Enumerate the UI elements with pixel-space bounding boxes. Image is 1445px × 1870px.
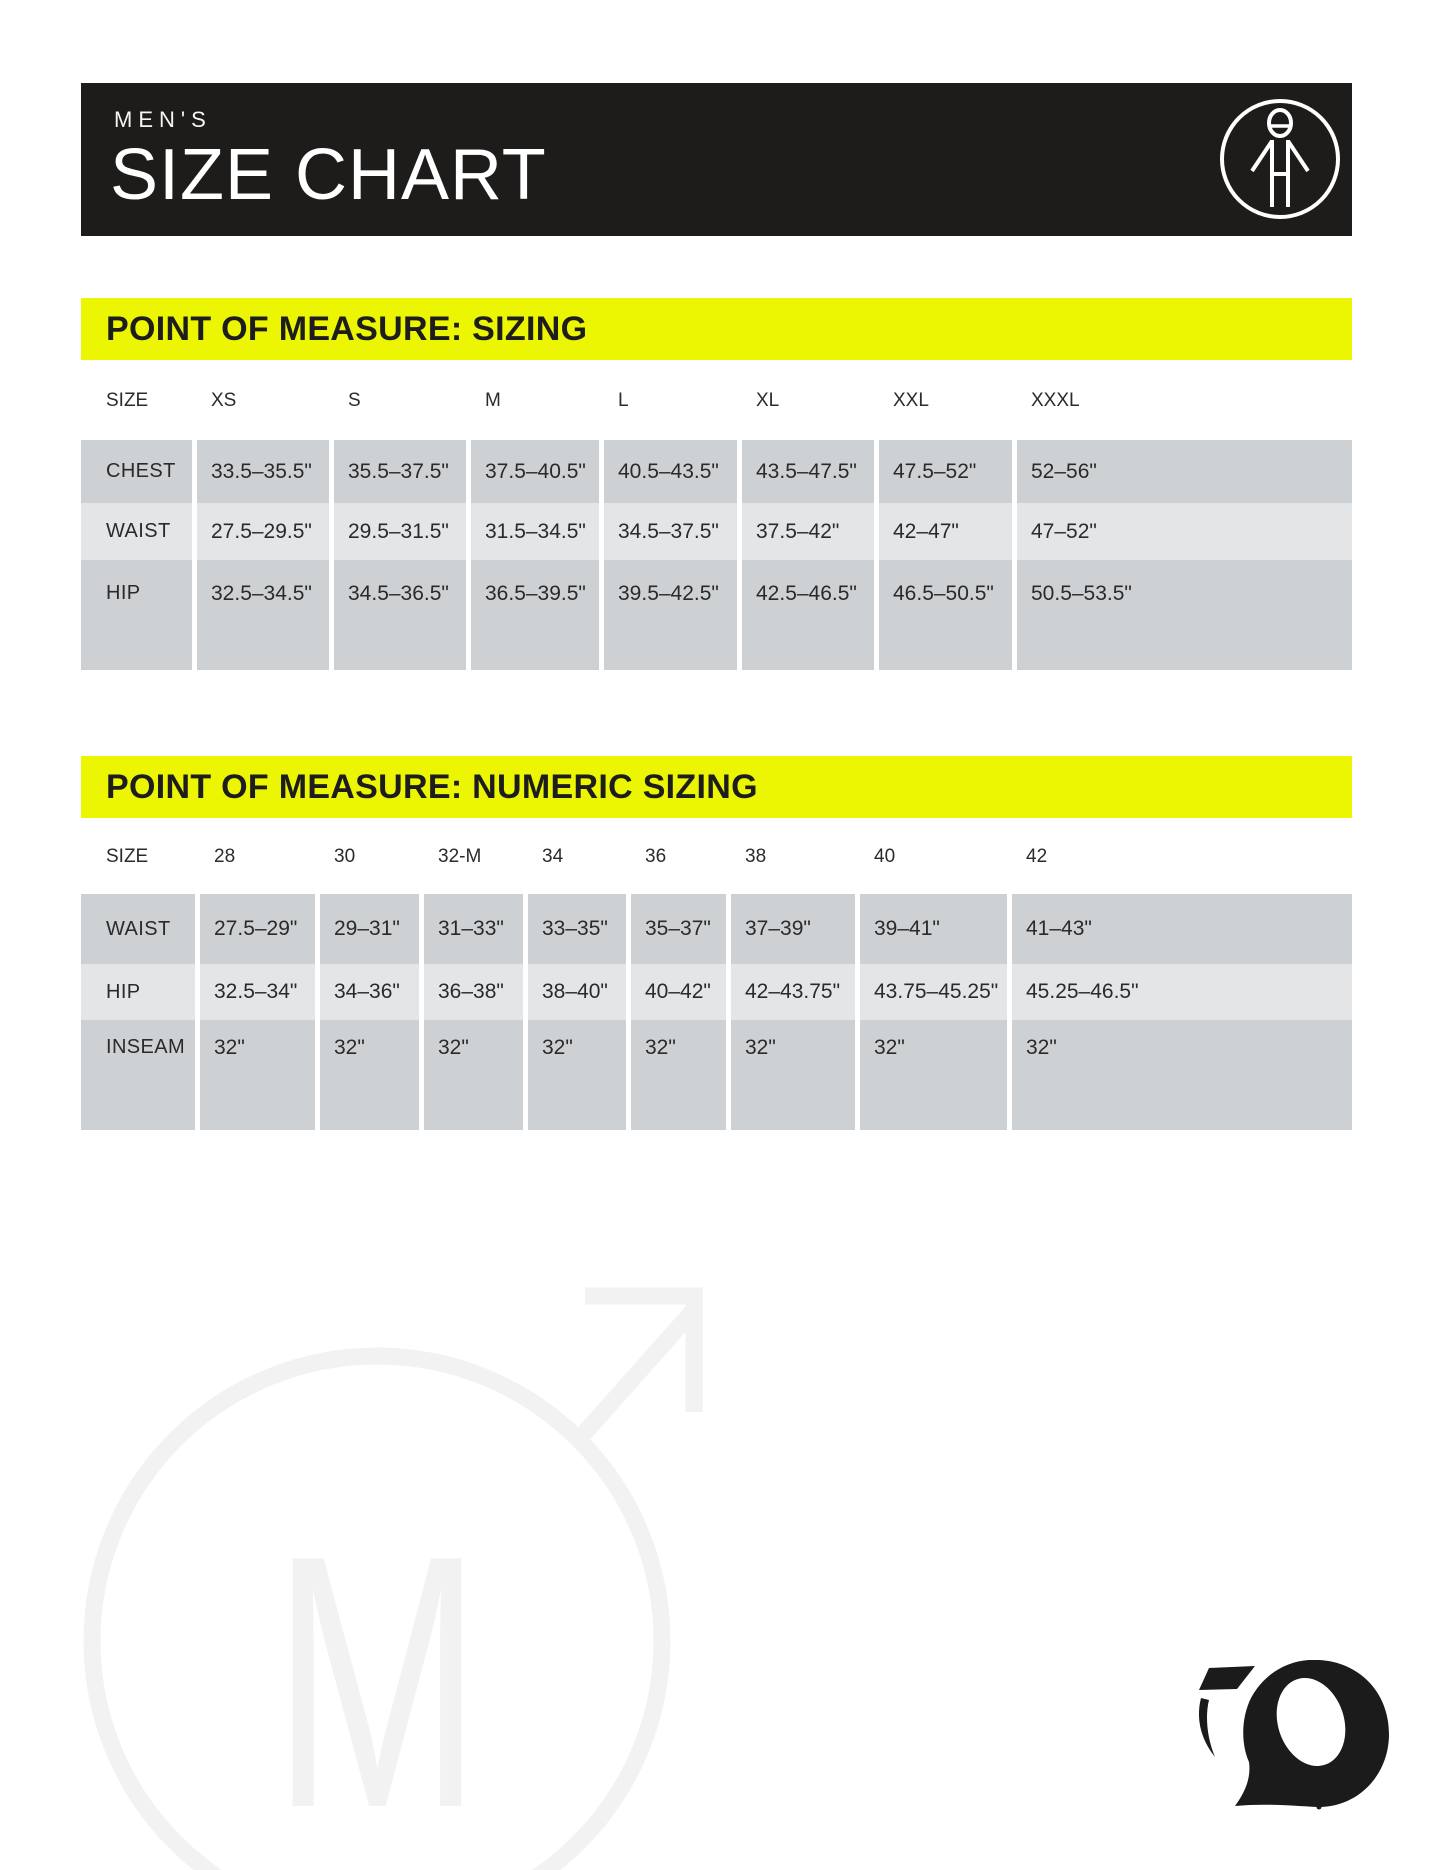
column-header: 42 (1026, 846, 1048, 867)
header-bar (81, 83, 1352, 236)
logo-top-slash (1199, 1666, 1255, 1690)
numeric-sizing-table (81, 840, 1352, 1130)
column-header: S (348, 390, 361, 411)
logo-registered-dot (1317, 1805, 1322, 1810)
column-header: SIZE (106, 390, 149, 411)
column-header: SIZE (106, 846, 149, 867)
cell: 40–42" (631, 964, 731, 1020)
column-header: 28 (214, 846, 236, 867)
cell: 41–43" (1012, 894, 1352, 964)
cell: 45.25–46.5" (1012, 964, 1352, 1020)
cell: 32.5–34.5" (197, 560, 334, 670)
cell: 33.5–35.5" (197, 440, 334, 503)
cell: 27.5–29.5" (197, 503, 334, 560)
column-header: XS (211, 390, 237, 411)
cell: 47.5–52" (879, 440, 1017, 503)
cell: 39–41" (860, 894, 1012, 964)
section-banner-numeric-sizing-label: POINT OF MEASURE: NUMERIC SIZING (106, 767, 758, 806)
cell: 37–39" (731, 894, 860, 964)
row-label: WAIST (81, 503, 197, 560)
table-row-waist (81, 894, 1352, 964)
male-symbol-watermark (80, 1280, 740, 1870)
row-label: HIP (81, 560, 197, 670)
table-row-hip (81, 964, 1352, 1020)
column-header: XXL (893, 390, 929, 411)
column-header: M (485, 390, 501, 411)
cell: 32" (200, 1020, 320, 1130)
column-header: XXXL (1031, 390, 1080, 411)
person-icon (1214, 93, 1346, 225)
cell: 33–35" (528, 894, 631, 964)
cell: 50.5–53.5" (1017, 560, 1352, 670)
cell: 31–33" (424, 894, 528, 964)
cell: 32.5–34" (200, 964, 320, 1020)
cell: 46.5–50.5" (879, 560, 1017, 670)
cell: 32" (860, 1020, 1012, 1130)
section-banner-sizing-label: POINT OF MEASURE: SIZING (106, 309, 588, 348)
cell: 37.5–42" (742, 503, 879, 560)
cell: 34–36" (320, 964, 424, 1020)
cell: 35.5–37.5" (334, 440, 471, 503)
cell: 38–40" (528, 964, 631, 1020)
table-row-hip (81, 560, 1352, 670)
cell: 43.5–47.5" (742, 440, 879, 503)
cell: 39.5–42.5" (604, 560, 742, 670)
table-row-inseam (81, 1020, 1352, 1130)
column-header: 36 (645, 846, 667, 867)
pearl-izumi-logo (1199, 1660, 1389, 1810)
cell: 35–37" (631, 894, 731, 964)
cell: 42–43.75" (731, 964, 860, 1020)
cell: 32" (424, 1020, 528, 1130)
cell: 52–56" (1017, 440, 1352, 503)
cell: 47–52" (1017, 503, 1352, 560)
cell: 42–47" (879, 503, 1017, 560)
column-header: 38 (745, 846, 767, 867)
cell: 34.5–36.5" (334, 560, 471, 670)
logo-crescent (1199, 1698, 1215, 1757)
cell: 34.5–37.5" (604, 503, 742, 560)
column-header: 30 (334, 846, 356, 867)
row-label: HIP (81, 964, 200, 1020)
header-eyebrow: MEN'S (114, 107, 212, 132)
section-banner-numeric-sizing (81, 756, 1352, 818)
column-header: XL (756, 390, 780, 411)
table-header-row (81, 840, 1352, 894)
cell: 32" (320, 1020, 424, 1130)
cell: 31.5–34.5" (471, 503, 604, 560)
column-header: 40 (874, 846, 896, 867)
cell: 32" (731, 1020, 860, 1130)
column-header: 32-M (438, 846, 482, 867)
row-label: CHEST (81, 440, 197, 503)
table-header-row (81, 384, 1352, 440)
cell: 27.5–29" (200, 894, 320, 964)
column-header: L (618, 390, 629, 411)
column-header: 34 (542, 846, 564, 867)
watermark-letter: M (272, 1480, 482, 1870)
cell: 36–38" (424, 964, 528, 1020)
table-row-waist (81, 503, 1352, 560)
sizing-table (81, 384, 1352, 670)
cell: 37.5–40.5" (471, 440, 604, 503)
row-label: INSEAM (81, 1020, 200, 1130)
page-title: SIZE CHART (110, 135, 547, 215)
cell: 43.75–45.25" (860, 964, 1012, 1020)
cell: 32" (528, 1020, 631, 1130)
cell: 32" (631, 1020, 731, 1130)
table-row-chest (81, 440, 1352, 503)
watermark-arrow-shaft (580, 1312, 692, 1438)
cell: 42.5–46.5" (742, 560, 879, 670)
row-label: WAIST (81, 894, 200, 964)
cell: 40.5–43.5" (604, 440, 742, 503)
cell: 29–31" (320, 894, 424, 964)
cell: 32" (1012, 1020, 1352, 1130)
section-banner-sizing (81, 298, 1352, 360)
cell: 29.5–31.5" (334, 503, 471, 560)
cell: 36.5–39.5" (471, 560, 604, 670)
